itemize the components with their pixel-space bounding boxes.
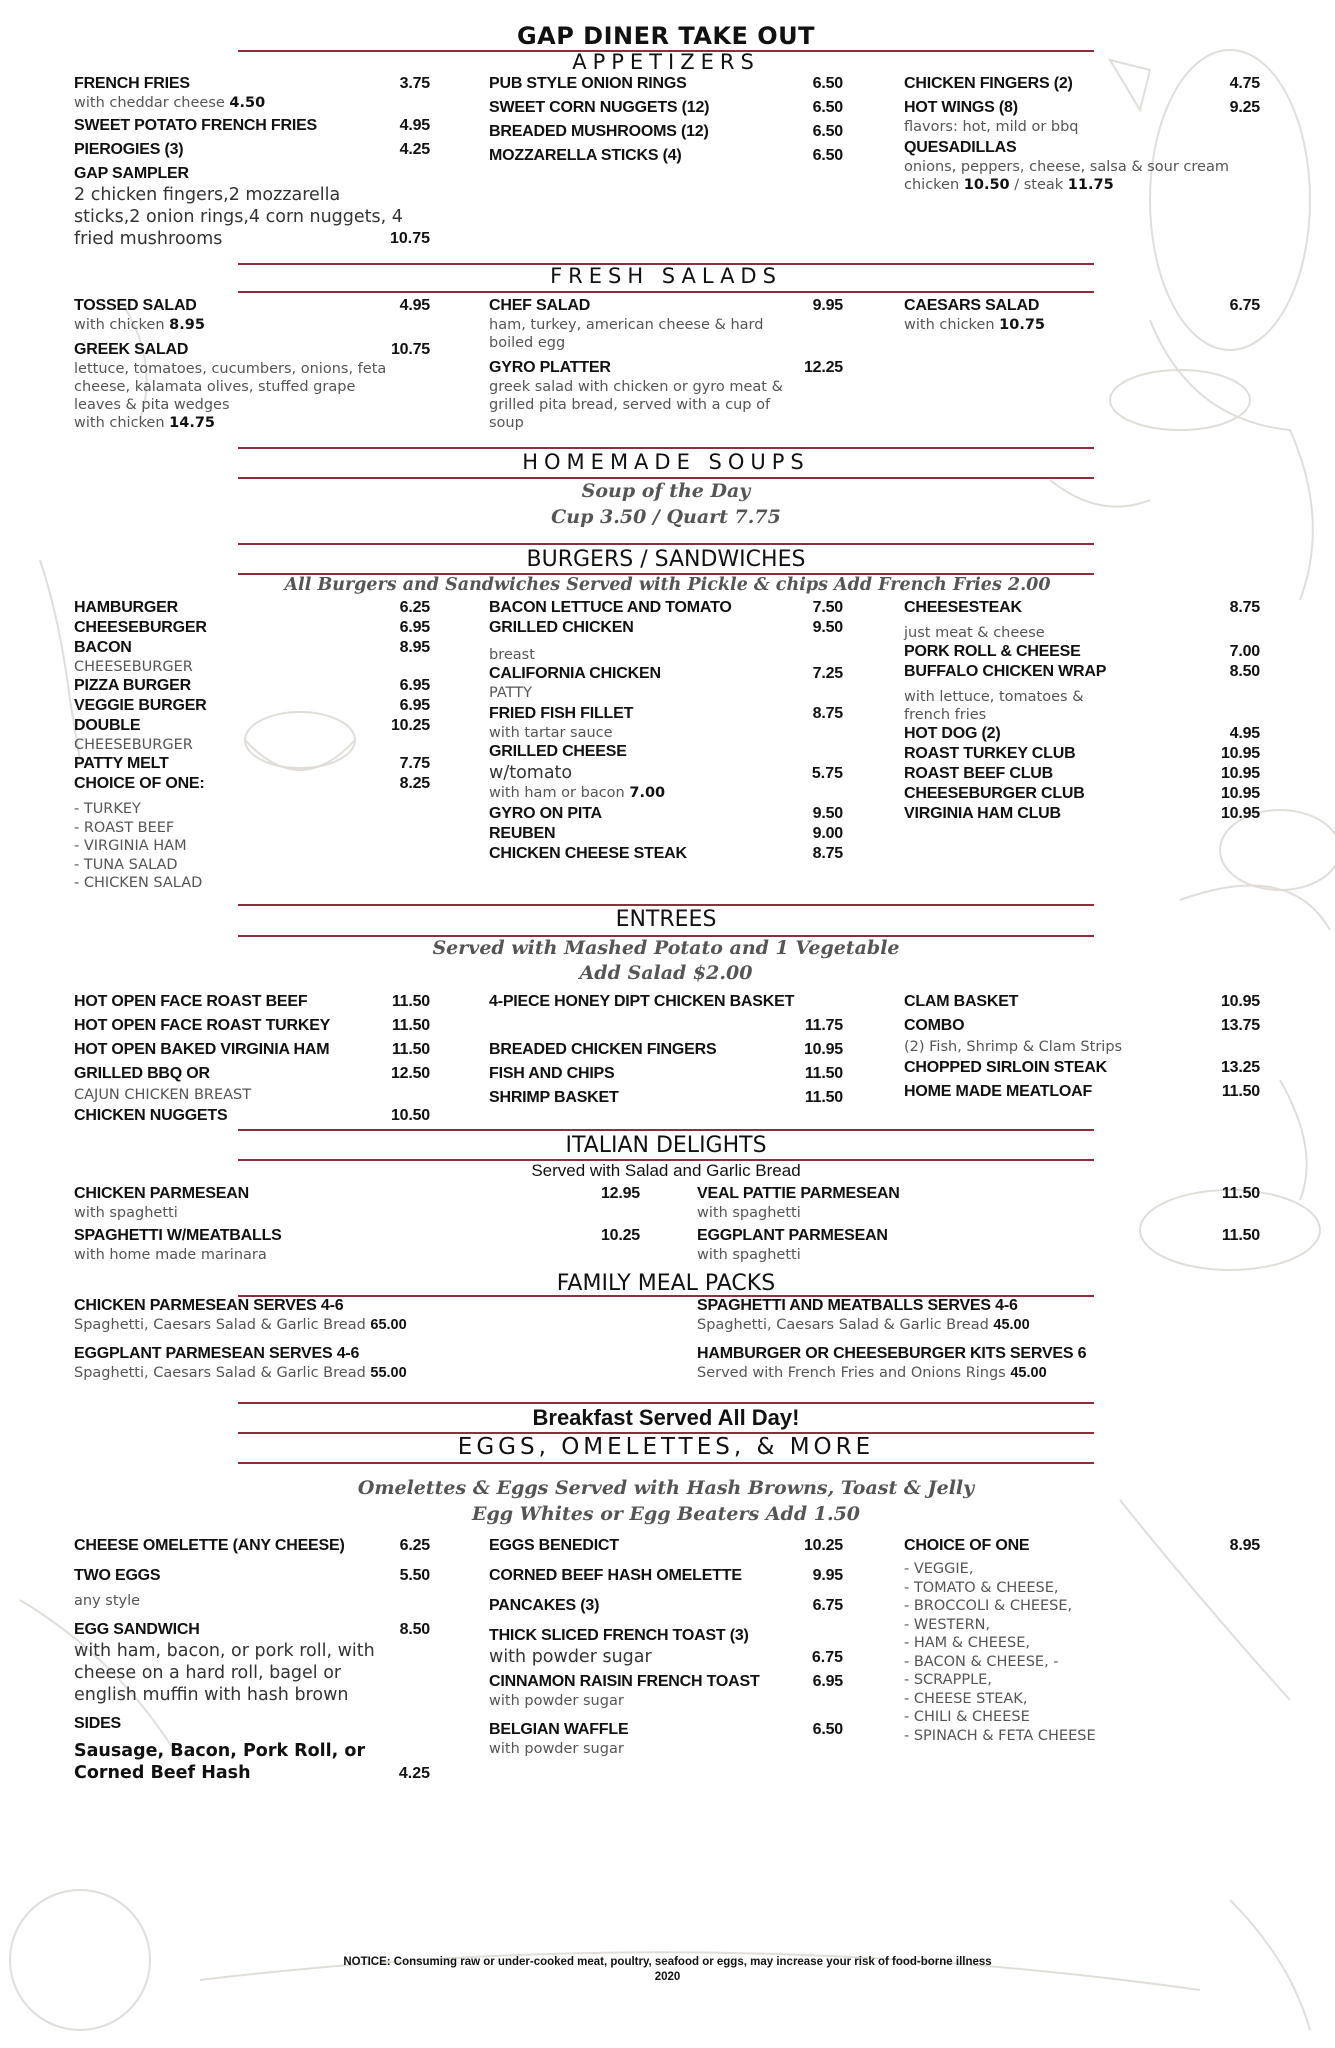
menu-item: EGG SANDWICH 8.50 [74, 1621, 430, 1638]
menu-item: FRENCH FRIES 3.75 [74, 75, 430, 92]
menu-item: HOT OPEN FACE ROAST TURKEY 11.50 [74, 1017, 430, 1034]
menu-item: PORK ROLL & CHEESE 7.00 [904, 643, 1260, 660]
item-desc: french fries [904, 707, 987, 723]
menu-item: CHEF SALAD 9.95 [489, 297, 843, 314]
menu-item: CAESARS SALAD 6.75 [904, 297, 1260, 314]
section-title-soups: HOMEMADE SOUPS [522, 450, 810, 474]
menu-item: BREADED MUSHROOMS (12) 6.50 [489, 123, 843, 140]
divider [238, 447, 1094, 449]
item-desc: CHEESEBURGER [74, 659, 193, 675]
menu-item: CHOICE OF ONE 8.95 [904, 1537, 1260, 1554]
menu-title: GAP DINER TAKE OUT [516, 22, 816, 50]
list-item: - ROAST BEEF [74, 819, 175, 836]
menu-item: VIRGINIA HAM CLUB 10.95 [904, 805, 1260, 822]
menu-item: CLAM BASKET 10.95 [904, 993, 1260, 1010]
menu-item: GAP SAMPLER [74, 165, 189, 182]
appetizers-col-2 [489, 74, 843, 166]
item-desc: (2) Fish, Shrimp & Clam Strips [904, 1039, 1123, 1055]
item-desc: soup [489, 415, 524, 431]
menu-item: CHICKEN FINGERS (2) 4.75 [904, 75, 1260, 92]
choice-list [904, 1560, 1260, 1745]
divider [238, 477, 1094, 479]
menu-item: HOME MADE MEATLOAF 11.50 [904, 1083, 1260, 1100]
item-desc: w/tomato 5.75 [489, 763, 843, 783]
divider [238, 1129, 1094, 1131]
menu-item: SIDES [74, 1715, 122, 1732]
section-title-family: FAMILY MEAL PACKS [556, 1271, 776, 1296]
item-desc: english muffin with hash brown [74, 1685, 349, 1705]
menu-item: SPAGHETTI AND MEATBALLS SERVES 4-6 [697, 1297, 1018, 1314]
item-desc: any style [74, 1593, 141, 1609]
menu-item: GREEK SALAD 10.75 [74, 341, 430, 358]
item-desc: ham, turkey, american cheese & hard [489, 317, 764, 333]
item-desc: with chicken 8.95 [74, 317, 205, 333]
item-desc: with lettuce, tomatoes & [904, 689, 1084, 705]
item-desc: sticks,2 onion rings,4 corn nuggets, 4 [74, 207, 403, 227]
menu-item: EGGPLANT PARMESEAN 11.50 [697, 1227, 1260, 1244]
menu-item: CHEESEBURGER CLUB 10.95 [904, 785, 1260, 802]
menu-item: SPAGHETTI W/MEATBALLS 10.25 [74, 1227, 640, 1244]
menu-item: HOT WINGS (8) 9.25 [904, 99, 1260, 116]
item-desc: breast [489, 647, 535, 663]
health-notice: NOTICE: Consuming raw or under-cooked meat, poultry, seafood or eggs, may increase your risk of food-borne illness [343, 1956, 992, 1968]
item-desc: with ham, bacon, or pork roll, with [74, 1641, 375, 1661]
entrees-col-3 [904, 990, 1260, 1104]
divider [238, 291, 1094, 293]
item-desc: PATTY [489, 685, 532, 701]
eggs-col-3 [904, 1536, 1260, 1745]
menu-item: SWEET CORN NUGGETS (12) 6.50 [489, 99, 843, 116]
burgers-col-1 [74, 598, 430, 893]
menu-item: GRILLED CHICKEN 9.50 [489, 619, 843, 636]
divider [238, 1462, 1094, 1464]
menu-item: CHICKEN NUGGETS 10.50 [74, 1107, 430, 1124]
list-item: - SCRAPPLE, [904, 1672, 992, 1688]
menu-item: HAMBURGER 6.25 [74, 599, 430, 616]
menu-item: HOT DOG (2) 4.95 [904, 725, 1260, 742]
menu-item: CHEESEBURGER 6.95 [74, 619, 430, 636]
menu-item: EGGS BENEDICT 10.25 [489, 1537, 843, 1554]
menu-item: GYRO ON PITA 9.50 [489, 805, 843, 822]
menu-item: COMBO 13.75 [904, 1017, 1260, 1034]
list-item: - CHILI & CHEESE [904, 1709, 1030, 1725]
item-desc: with powder sugar [489, 1741, 624, 1757]
menu-item: HOT OPEN BAKED VIRGINIA HAM 11.50 [74, 1041, 430, 1058]
menu-item: PUB STYLE ONION RINGS 6.50 [489, 75, 843, 92]
menu-item: FRIED FISH FILLET 8.75 [489, 705, 843, 722]
item-desc: Served with French Fries and Onions Rings 45.00 [697, 1365, 1047, 1381]
list-item: - HAM & CHEESE, [904, 1635, 1031, 1651]
menu-item: PIZZA BURGER 6.95 [74, 677, 430, 694]
menu-item: PIEROGIES (3) 4.25 [74, 141, 430, 158]
eggs-col-1 [74, 1536, 430, 1784]
list-item: - VEGGIE, [904, 1561, 974, 1577]
menu-item: BACON 8.95 [74, 639, 430, 656]
item-desc: chicken 10.50 / steak 11.75 [904, 177, 1114, 193]
menu-item: FISH AND CHIPS 11.50 [489, 1065, 843, 1082]
menu-item: CHEESE OMELETTE (ANY CHEESE) 6.25 [74, 1537, 430, 1554]
list-item: - WESTERN, [904, 1616, 991, 1633]
salads-col-1 [74, 296, 430, 432]
menu-item-price: 11.75 [804, 1017, 843, 1034]
list-item: - CHEESE STEAK, [904, 1690, 1028, 1707]
menu-item: GRILLED BBQ OR 12.50 [74, 1065, 430, 1082]
menu-item: VEGGIE BURGER 6.95 [74, 697, 430, 714]
list-item: - TOMATO & CHEESE, [904, 1579, 1059, 1596]
item-desc: Corned Beef Hash 4.25 [74, 1763, 430, 1783]
menu-item: SHRIMP BASKET 11.50 [489, 1089, 843, 1106]
menu-item: CHOICE OF ONE: 8.25 [74, 775, 430, 792]
menu-item: CHICKEN PARMESEAN SERVES 4-6 [74, 1297, 344, 1314]
menu-item: PANCAKES (3) 6.75 [489, 1597, 843, 1614]
item-desc: with ham or bacon 7.00 [489, 785, 666, 801]
soup-prices: Cup 3.50 / Quart 7.75 [551, 506, 781, 528]
item-desc: boiled egg [489, 335, 566, 351]
menu-item: 4-PIECE HONEY DIPT CHICKEN BASKET [489, 993, 795, 1010]
divider [238, 904, 1094, 906]
item-desc: greek salad with chicken or gyro meat & [489, 379, 783, 395]
item-desc: with spaghetti [74, 1205, 178, 1221]
section-title-burgers: BURGERS / SANDWICHES [526, 547, 806, 572]
item-desc: leaves & pita wedges [74, 397, 230, 413]
family-col-1 [74, 1296, 634, 1382]
item-desc: with cheddar cheese 4.50 [74, 95, 266, 111]
list-item: - BROCCOLI & CHEESE, [904, 1598, 1073, 1614]
menu-item: BUFFALO CHICKEN WRAP 8.50 [904, 663, 1260, 680]
item-desc: Spaghetti, Caesars Salad & Garlic Bread 45.00 [697, 1317, 1030, 1333]
item-desc: with tartar sauce [489, 725, 613, 741]
menu-item: HAMBURGER OR CHEESEBURGER KITS SERVES 6 [697, 1345, 1087, 1362]
salads-col-3 [904, 296, 1260, 334]
item-desc: with chicken 14.75 [74, 415, 216, 431]
item-desc: with chicken 10.75 [904, 317, 1046, 333]
menu-item: CHICKEN PARMESEAN 12.95 [74, 1185, 640, 1202]
italian-col-1 [74, 1184, 640, 1264]
breakfast-title: Breakfast Served All Day! [532, 1405, 800, 1430]
section-title-salads: FRESH SALADS [550, 264, 782, 288]
item-desc: with powder sugar [489, 1693, 624, 1709]
list-item: - BACON & CHEESE, - [904, 1653, 1059, 1670]
list-item: - TUNA SALAD [74, 856, 178, 873]
appetizers-col-1 [74, 74, 430, 250]
divider [238, 543, 1094, 545]
year-label: 2020 [654, 1971, 681, 1983]
list-item: - TURKEY [74, 801, 141, 817]
item-desc: Sausage, Bacon, Pork Roll, or [74, 1741, 366, 1761]
menu-item: PATTY MELT 7.75 [74, 755, 430, 772]
divider [238, 1402, 1094, 1404]
italian-col-2 [697, 1184, 1260, 1264]
menu-item: SWEET POTATO FRENCH FRIES 4.95 [74, 117, 430, 134]
menu-item: CHOPPED SIRLOIN STEAK 13.25 [904, 1059, 1260, 1076]
item-desc: with home made marinara [74, 1247, 267, 1263]
menu-item: DOUBLE 10.25 [74, 717, 430, 734]
italian-note: Served with Salad and Garlic Bread [531, 1161, 801, 1180]
item-desc: with spaghetti [697, 1205, 801, 1221]
eggs-note-2: Egg Whites or Egg Beaters Add 1.50 [471, 1503, 861, 1525]
menu-item: VEAL PATTIE PARMESEAN 11.50 [697, 1185, 1260, 1202]
eggs-col-2 [489, 1536, 843, 1758]
menu-item: QUESADILLAS [904, 139, 1017, 156]
item-desc: fried mushrooms 10.75 [74, 229, 430, 249]
menu-item: REUBEN 9.00 [489, 825, 843, 842]
item-desc: CAJUN CHICKEN BREAST [74, 1087, 252, 1103]
burgers-note: All Burgers and Sandwiches Served with Pickle & chips Add French Fries 2.00 [284, 575, 1051, 595]
eggs-note-1: Omelettes & Eggs Served with Hash Browns, Toast & Jelly [357, 1477, 975, 1499]
salads-col-2 [489, 296, 843, 432]
section-title-appetizers: APPETIZERS [572, 50, 760, 74]
menu-item: CORNED BEEF HASH OMELETTE 9.95 [489, 1567, 843, 1584]
appetizers-col-3 [904, 74, 1260, 194]
menu-item: CHICKEN CHEESE STEAK 8.75 [489, 845, 843, 862]
menu-item: BREADED CHICKEN FINGERS 10.95 [489, 1041, 843, 1058]
item-desc: onions, peppers, cheese, salsa & sour cream [904, 159, 1229, 175]
menu-item: ROAST BEEF CLUB 10.95 [904, 765, 1260, 782]
item-desc: cheese, kalamata olives, stuffed grape [74, 379, 356, 395]
list-item: - SPINACH & FETA CHEESE [904, 1727, 1096, 1744]
menu-item: CHEESESTEAK 8.75 [904, 599, 1260, 616]
menu-item: TOSSED SALAD 4.95 [74, 297, 430, 314]
menu-item: ROAST TURKEY CLUB 10.95 [904, 745, 1260, 762]
item-desc: CHEESEBURGER [74, 737, 193, 753]
item-desc: cheese on a hard roll, bagel or [74, 1663, 342, 1683]
burgers-col-2 [489, 598, 843, 864]
section-title-eggs: EGGS, OMELETTES, & MORE [457, 1434, 875, 1460]
section-title-entrees: ENTREES [615, 907, 717, 932]
choice-list [74, 800, 430, 893]
item-desc: Spaghetti, Caesars Salad & Garlic Bread 55.00 [74, 1365, 407, 1381]
item-desc: flavors: hot, mild or bbq [904, 119, 1079, 135]
burgers-col-3 [904, 598, 1260, 824]
section-title-italian: ITALIAN DELIGHTS [565, 1133, 767, 1158]
menu-item: BELGIAN WAFFLE 6.50 [489, 1721, 843, 1738]
item-desc: lettuce, tomatoes, cucumbers, onions, feta [74, 361, 387, 377]
menu-item: BACON LETTUCE AND TOMATO 7.50 [489, 599, 843, 616]
item-desc: Spaghetti, Caesars Salad & Garlic Bread 65.00 [74, 1317, 407, 1333]
entrees-col-1 [74, 990, 430, 1128]
item-desc: with spaghetti [697, 1247, 801, 1263]
list-item: - VIRGINIA HAM [74, 838, 187, 854]
item-desc: just meat & cheese [904, 625, 1045, 641]
menu-item: CINNAMON RAISIN FRENCH TOAST 6.95 [489, 1673, 843, 1690]
menu-item: HOT OPEN FACE ROAST BEEF 11.50 [74, 993, 430, 1010]
entrees-col-2 [489, 990, 843, 1110]
menu-item: TWO EGGS 5.50 [74, 1567, 430, 1584]
family-col-2 [697, 1296, 1260, 1382]
menu-item: THICK SLICED FRENCH TOAST (3) [489, 1627, 749, 1644]
entrees-note-1: Served with Mashed Potato and 1 Vegetable [432, 937, 900, 959]
item-desc: with powder sugar 6.75 [489, 1647, 843, 1667]
menu-item: CALIFORNIA CHICKEN 7.25 [489, 665, 843, 682]
menu-item: EGGPLANT PARMESEAN SERVES 4-6 [74, 1345, 360, 1362]
menu-item: GYRO PLATTER 12.25 [489, 359, 843, 376]
soup-of-day: Soup of the Day [581, 480, 751, 502]
item-desc: 2 chicken fingers,2 mozzarella [74, 185, 341, 205]
menu-item: GRILLED CHEESE [489, 743, 627, 760]
item-desc: grilled pita bread, served with a cup of [489, 397, 771, 413]
menu-item: MOZZARELLA STICKS (4) 6.50 [489, 147, 843, 164]
list-item: - CHICKEN SALAD [74, 875, 203, 891]
entrees-note-2: Add Salad $2.00 [579, 962, 753, 984]
